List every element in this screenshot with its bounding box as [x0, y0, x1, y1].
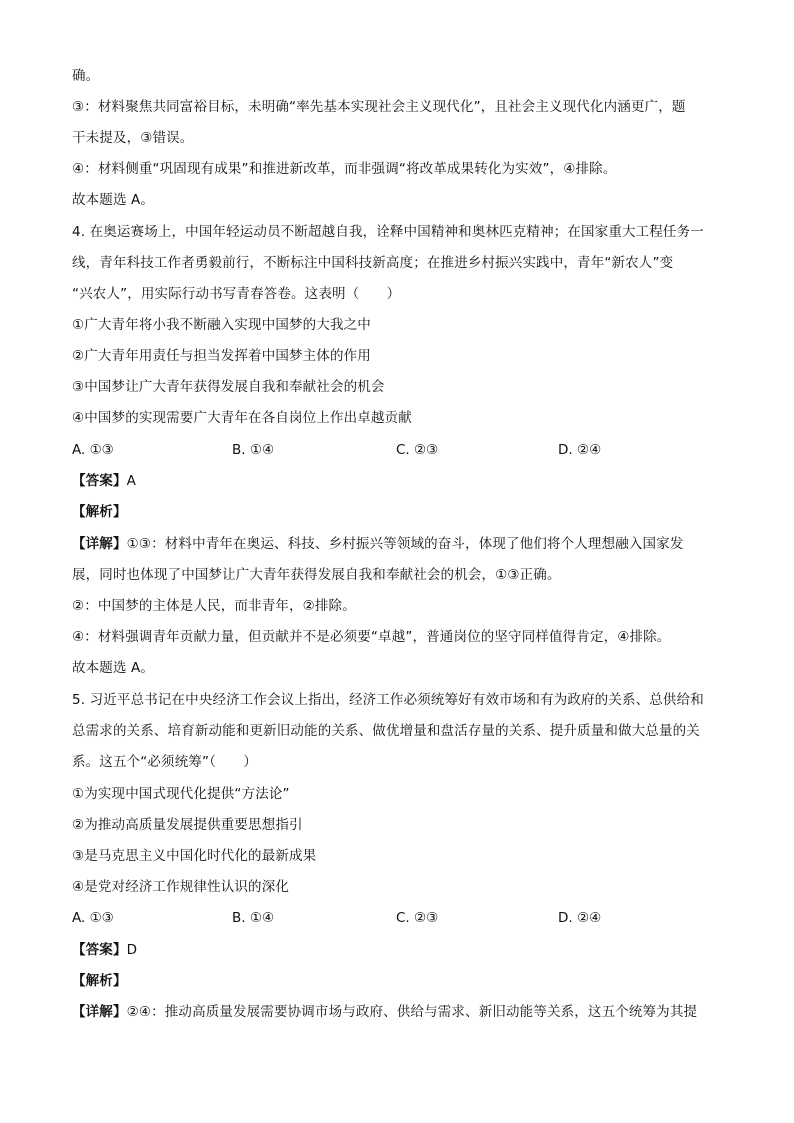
question-4-statement: ④中国梦的实现需要广大青年在各自岗位上作出卓越贡献 [72, 410, 412, 426]
analysis-tag: 【解析】 [72, 973, 127, 989]
question-4-statement: ①广大青年将小我不断融入实现中国梦的大我之中 [72, 317, 371, 333]
text-line: 确。 [72, 68, 100, 84]
detail-line: 展，同时也体现了中国梦让广大青年获得发展自我和奉献社会的机会，①③正确。 [72, 567, 561, 583]
question-5-statement: ①为实现中国式现代化提供“方法论” [72, 786, 290, 802]
detail-line: ②：中国梦的主体是人民，而非青年，②排除。 [72, 598, 356, 614]
option-b: B. ①④ [232, 442, 275, 458]
detail-text: ②④：推动高质量发展需要协调市场与政府、供给与需求、新旧动能等关系，这五个统筹为其提 [126, 1004, 698, 1020]
answer-tag: 【答案】 [72, 942, 127, 958]
question-5-statement: ③是马克思主义中国化时代化的最新成果 [72, 848, 317, 864]
text-line: 干未提及，③错误。 [72, 130, 194, 146]
detail-tag: 【详解】 [72, 536, 127, 552]
option-d: D. ②④ [558, 442, 602, 458]
question-4-statement: ②广大青年用责任与担当发挥着中国梦主体的作用 [72, 348, 371, 364]
answer-value: D [126, 942, 138, 958]
question-5-statement: ④是党对经济工作规律性认识的深化 [72, 879, 290, 895]
question-5-options [72, 908, 722, 928]
question-4-stem: 4. 在奥运赛场上，中国年轻运动员不断超越自我，诠释中国精神和奥林匹克精神；在国家重大工程任务一 [72, 224, 704, 240]
question-5-stem: 系。这五个“必须统筹”（ ） [72, 754, 257, 770]
question-4-stem: “兴农人”，用实际行动书写青春答卷。这表明（ ） [72, 286, 401, 302]
answer-tag: 【答案】 [72, 473, 127, 489]
answer-line [72, 471, 722, 491]
option-a: A. ①③ [72, 442, 114, 458]
answer-value: A [126, 473, 136, 489]
question-5-stem: 5. 习近平总书记在中央经济工作会议上指出，经济工作必须统筹好有效市场和有为政府的关系、总供给和 [72, 692, 704, 708]
option-c: C. ②③ [396, 442, 439, 458]
question-4-statement: ③中国梦让广大青年获得发展自我和奉献社会的机会 [72, 379, 385, 395]
analysis-tag: 【解析】 [72, 504, 127, 520]
question-5-stem: 总需求的关系、培育新动能和更新旧动能的关系、做优增量和盘活存量的关系、提升质量和做大总量的关 [72, 723, 700, 739]
question-4-stem: 线，青年科技工作者勇毅前行，不断标注中国科技新高度；在推进乡村振兴实践中，青年“新农人”变 [72, 255, 674, 271]
detail-line: 故本题选 A。 [72, 660, 155, 676]
option-c: C. ②③ [396, 910, 439, 926]
question-5-statement: ②为推动高质量发展提供重要思想指引 [72, 817, 303, 833]
detail-line: ④：材料强调青年贡献力量，但贡献并不是必须要“卓越”，普通岗位的坚守同样值得肯定，④排除。 [72, 629, 671, 645]
text-line: 故本题选 A。 [72, 192, 155, 208]
detail-line [72, 534, 722, 554]
analysis-heading [72, 971, 722, 991]
text-line: ④：材料侧重“巩固现有成果”和推进新改革，而非强调“将改革成果转化为实效”，④排除。 [72, 161, 617, 177]
answer-line [72, 940, 722, 960]
detail-text: ①③：材料中青年在奥运、科技、乡村振兴等领域的奋斗，体现了他们将个人理想融入国家发 [126, 536, 684, 552]
option-d: D. ②④ [558, 910, 602, 926]
option-b: B. ①④ [232, 910, 275, 926]
analysis-heading [72, 502, 722, 522]
detail-line [72, 1002, 722, 1022]
option-a: A. ①③ [72, 910, 114, 926]
text-line: ③：材料聚焦共同富裕目标，未明确“率先基本实现社会主义现代化”，且社会主义现代化内涵更广，题 [72, 99, 686, 115]
detail-tag: 【详解】 [72, 1004, 127, 1020]
question-4-options [72, 440, 722, 460]
